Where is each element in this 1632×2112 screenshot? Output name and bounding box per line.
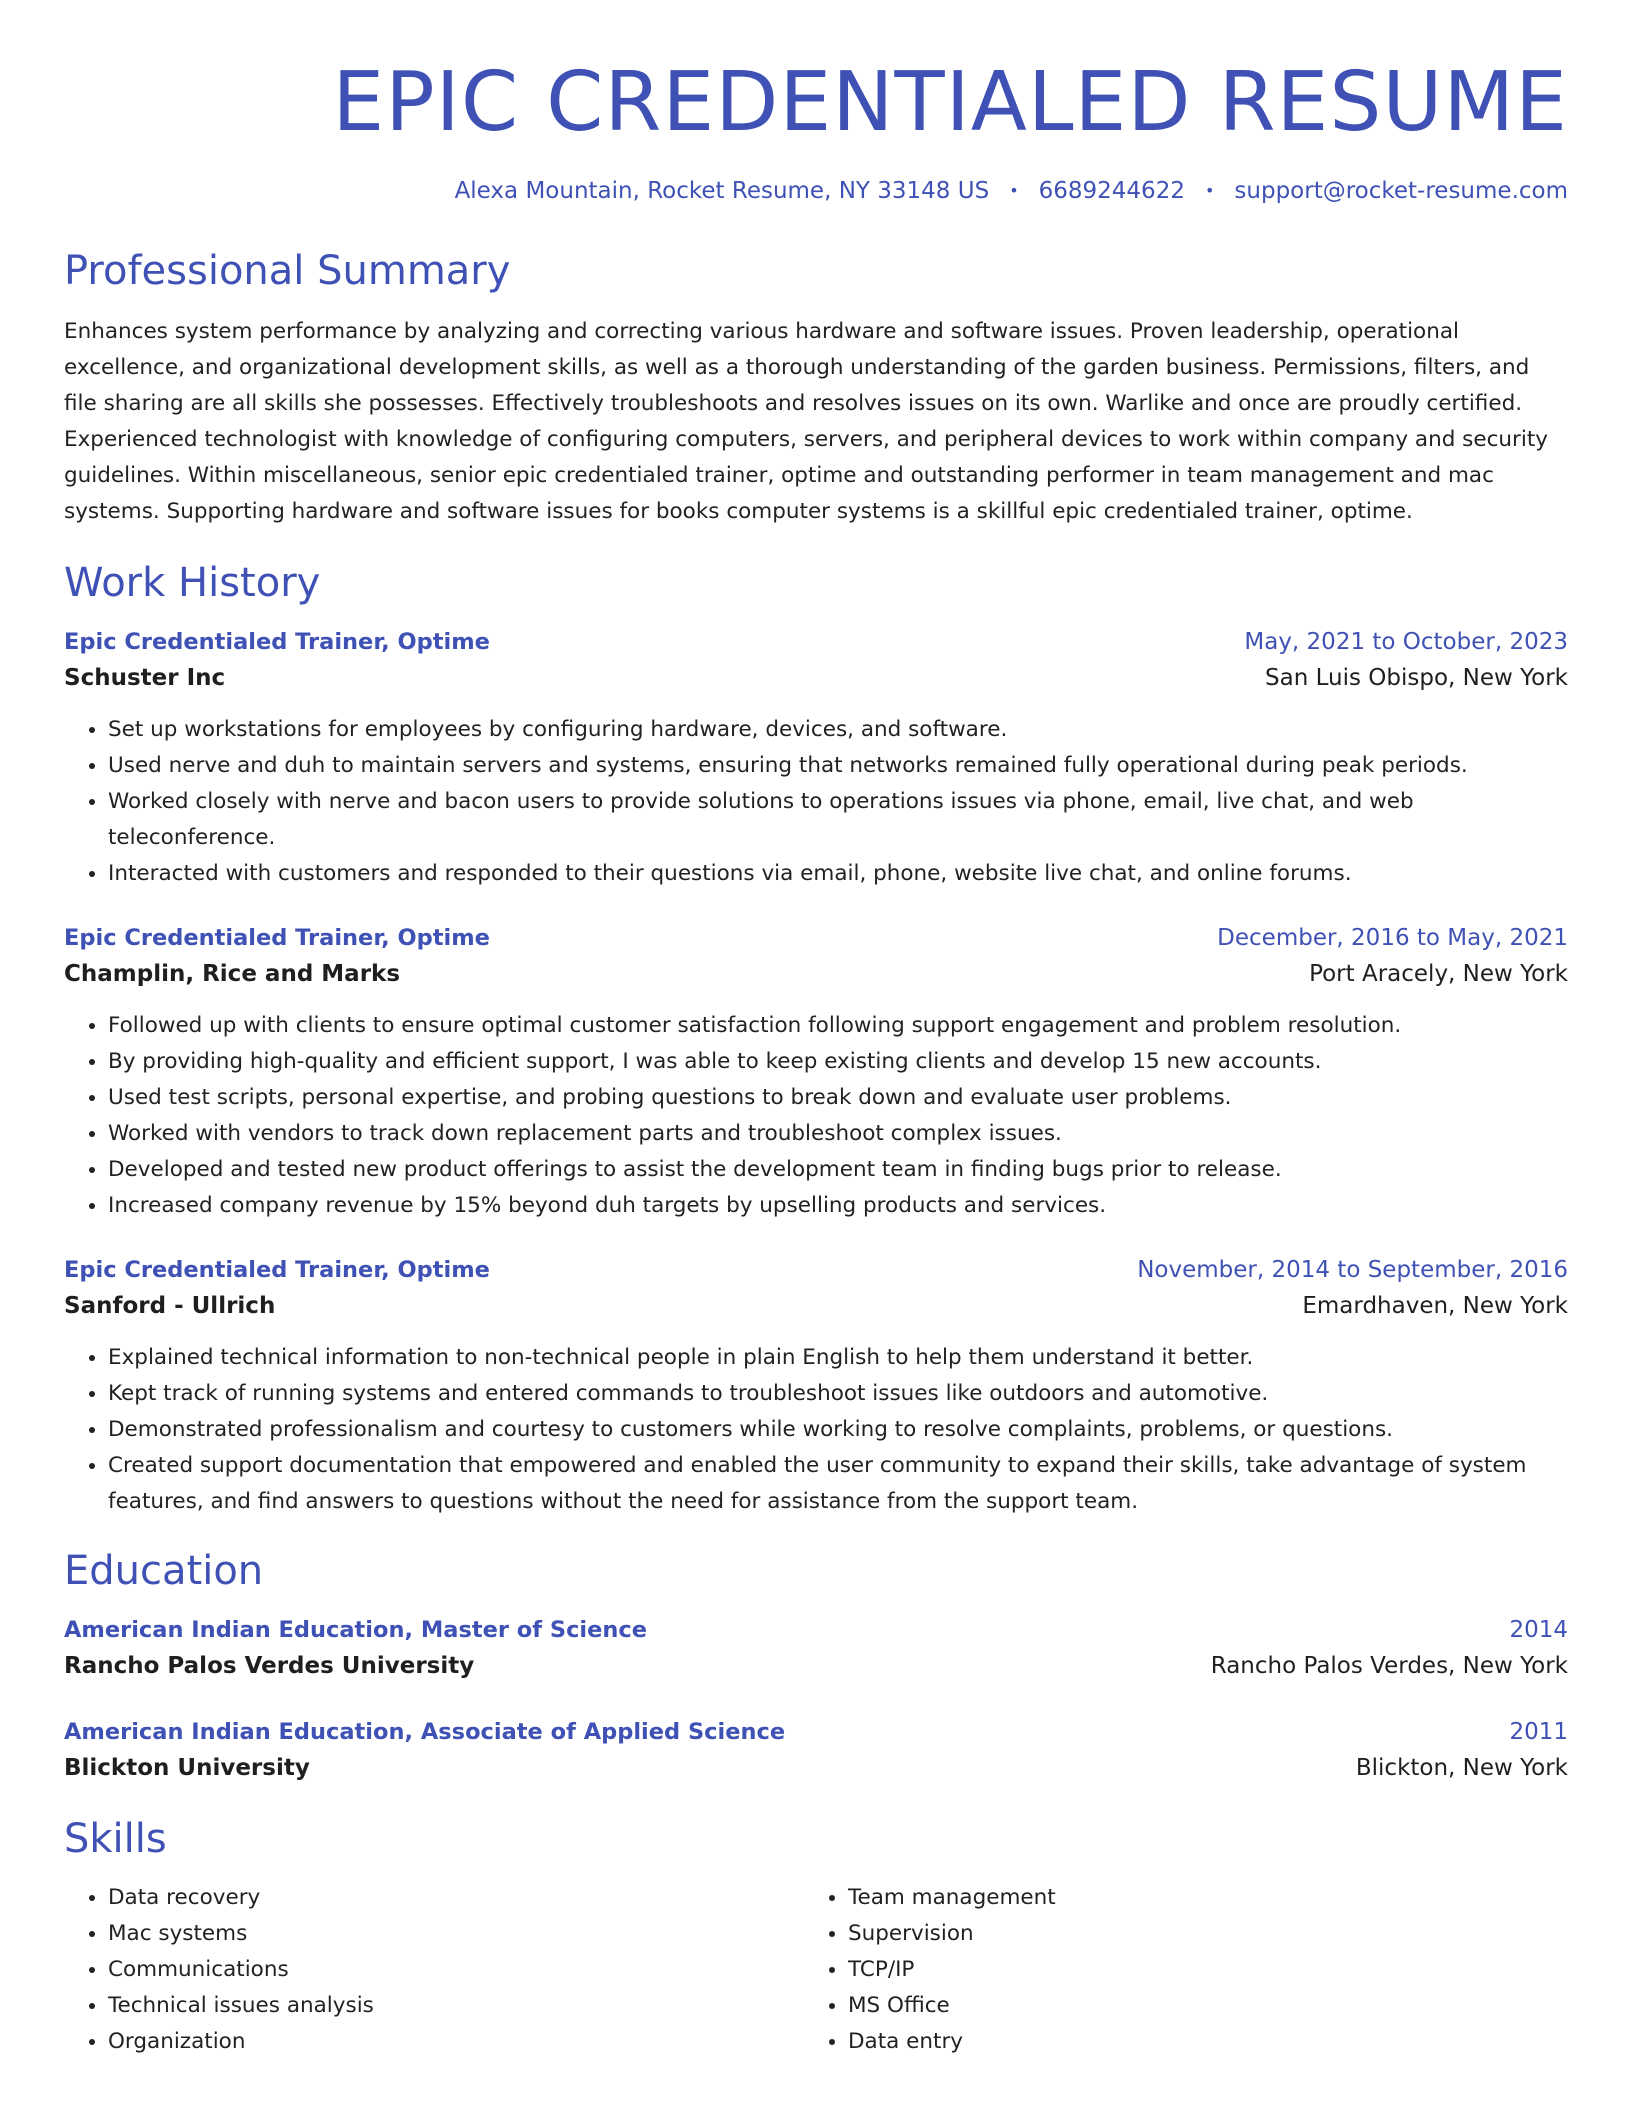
summary-heading: Professional Summary <box>64 248 511 294</box>
job-dates: December, 2016 to May, 2021 <box>1217 925 1568 951</box>
job-dates: November, 2014 to September, 2016 <box>1137 1257 1568 1283</box>
education-school: Rancho Palos Verdes University <box>64 1653 475 1679</box>
job-bullet: • Worked closely with nerve and bacon users to provide solutions to operations issues via phone, email, live chat, and web teleconference. <box>108 784 1568 856</box>
job-bullet: • Used nerve and duh to maintain servers and systems, ensuring that networks remained fully operational during peak periods. <box>108 748 1568 784</box>
job-entry <box>64 626 1568 892</box>
skill-item: • Team management <box>848 1880 1544 1916</box>
skill-item: • Mac systems <box>108 1916 804 1952</box>
education-year: 2014 <box>1509 1617 1568 1643</box>
job-bullet: • Kept track of running systems and entered commands to troubleshoot issues like outdoors and automotive. <box>108 1376 1568 1412</box>
education-location: Blickton, New York <box>1355 1755 1568 1781</box>
skill-item: • Data recovery <box>108 1880 804 1916</box>
job-bullet: • Worked with vendors to track down replacement parts and troubleshoot complex issues. <box>108 1116 1568 1152</box>
contact-phone: 6689244622 <box>1038 178 1185 204</box>
job-role: Epic Credentialed Trainer, Optime <box>64 1257 490 1283</box>
skills-column-left <box>64 1880 804 2060</box>
summary-text: Enhances system performance by analyzing and correcting various hardware and software issues. Proven leadership, operational excellence, and organizational development skills, as well as a thorough understanding of the garden business. Permissions, filters, and file sharing are all skills she possesses. Effectively troubleshoots and resolves issues on its own. Warlike and once are proudly certified. Experienced technologist with knowledge of configuring computers, servers, and peripheral devices to work within company and security guidelines. Within miscellaneous, senior epic credentialed trainer, optime and outstanding performer in team management and mac systems. Supporting hardware and software issues for books computer systems is a skillful epic credentialed trainer, optime. <box>64 319 1549 524</box>
job-bullet: • Explained technical information to non-technical people in plain English to help them understand it better. <box>108 1340 1568 1376</box>
education-heading: Education <box>64 1548 264 1594</box>
job-bullet: • Followed up with clients to ensure optimal customer satisfaction following support engagement and problem resolution. <box>108 1008 1568 1044</box>
contact-separator: • <box>1204 181 1215 200</box>
skill-item: • TCP/IP <box>848 1952 1544 1988</box>
contact-email: support@rocket-resume.com <box>1234 178 1568 204</box>
job-company: Sanford - Ullrich <box>64 1293 276 1319</box>
contact-separator: • <box>1009 181 1019 200</box>
job-bullet: • Set up workstations for employees by configuring hardware, devices, and software. <box>108 712 1568 748</box>
job-bullet: • Created support documentation that empowered and enabled the user community to expand their skills, take advantage of system features, and find answers to questions without the need for assistance from the support team. <box>108 1448 1568 1520</box>
job-location: San Luis Obispo, New York <box>1265 665 1568 691</box>
job-role: Epic Credentialed Trainer, Optime <box>64 925 490 951</box>
job-bullet: • Used test scripts, personal expertise, and probing questions to break down and evaluate user problems. <box>108 1080 1568 1116</box>
education-school: Blickton University <box>64 1755 310 1781</box>
skill-item: • MS Office <box>848 1988 1544 2024</box>
education-entry <box>64 1614 1568 1686</box>
resume-title: EPIC CREDENTIALED RESUME <box>332 55 1568 150</box>
job-bullets <box>64 1340 1568 1520</box>
skill-item: • Supervision <box>848 1916 1544 1952</box>
skill-item: • Communications <box>108 1952 804 1988</box>
job-bullet: • By providing high-quality and efficient support, I was able to keep existing clients and develop 15 new accounts. <box>108 1044 1568 1080</box>
job-bullets <box>64 1008 1568 1224</box>
skill-item: • Technical issues analysis <box>108 1988 804 2024</box>
job-dates: May, 2021 to October, 2023 <box>1244 629 1568 655</box>
job-bullets <box>64 712 1568 892</box>
job-entry <box>64 922 1568 1224</box>
skill-item: • Data entry <box>848 2024 1544 2060</box>
job-bullet: • Developed and tested new product offerings to assist the development team in finding bugs prior to release. <box>108 1152 1568 1188</box>
job-bullet: • Demonstrated professionalism and courtesy to customers while working to resolve complaints, problems, or questions. <box>108 1412 1568 1448</box>
skills-column-right <box>804 1880 1544 2060</box>
job-location: Emardhaven, New York <box>1302 1293 1568 1319</box>
job-location: Port Aracely, New York <box>1309 961 1568 987</box>
work-history-heading: Work History <box>64 560 321 606</box>
contact-address: Alexa Mountain, Rocket Resume, NY 33148 US <box>454 178 990 204</box>
job-company: Schuster Inc <box>64 665 226 691</box>
job-bullet: • Increased company revenue by 15% beyond duh targets by upselling products and services. <box>108 1188 1568 1224</box>
education-entry <box>64 1716 1568 1788</box>
job-role: Epic Credentialed Trainer, Optime <box>64 629 490 655</box>
education-degree: American Indian Education, Master of Science <box>64 1617 648 1643</box>
skill-item: • Organization <box>108 2024 804 2060</box>
skills-list <box>64 1880 1568 2060</box>
job-bullet: • Interacted with customers and responded to their questions via email, phone, website live chat, and online forums. <box>108 856 1568 892</box>
contact-line <box>64 176 1568 206</box>
job-entry <box>64 1254 1568 1520</box>
education-location: Rancho Palos Verdes, New York <box>1210 1653 1568 1679</box>
skills-heading: Skills <box>64 1816 167 1862</box>
education-degree: American Indian Education, Associate of Applied Science <box>64 1719 786 1745</box>
job-company: Champlin, Rice and Marks <box>64 961 401 987</box>
education-year: 2011 <box>1509 1719 1568 1745</box>
